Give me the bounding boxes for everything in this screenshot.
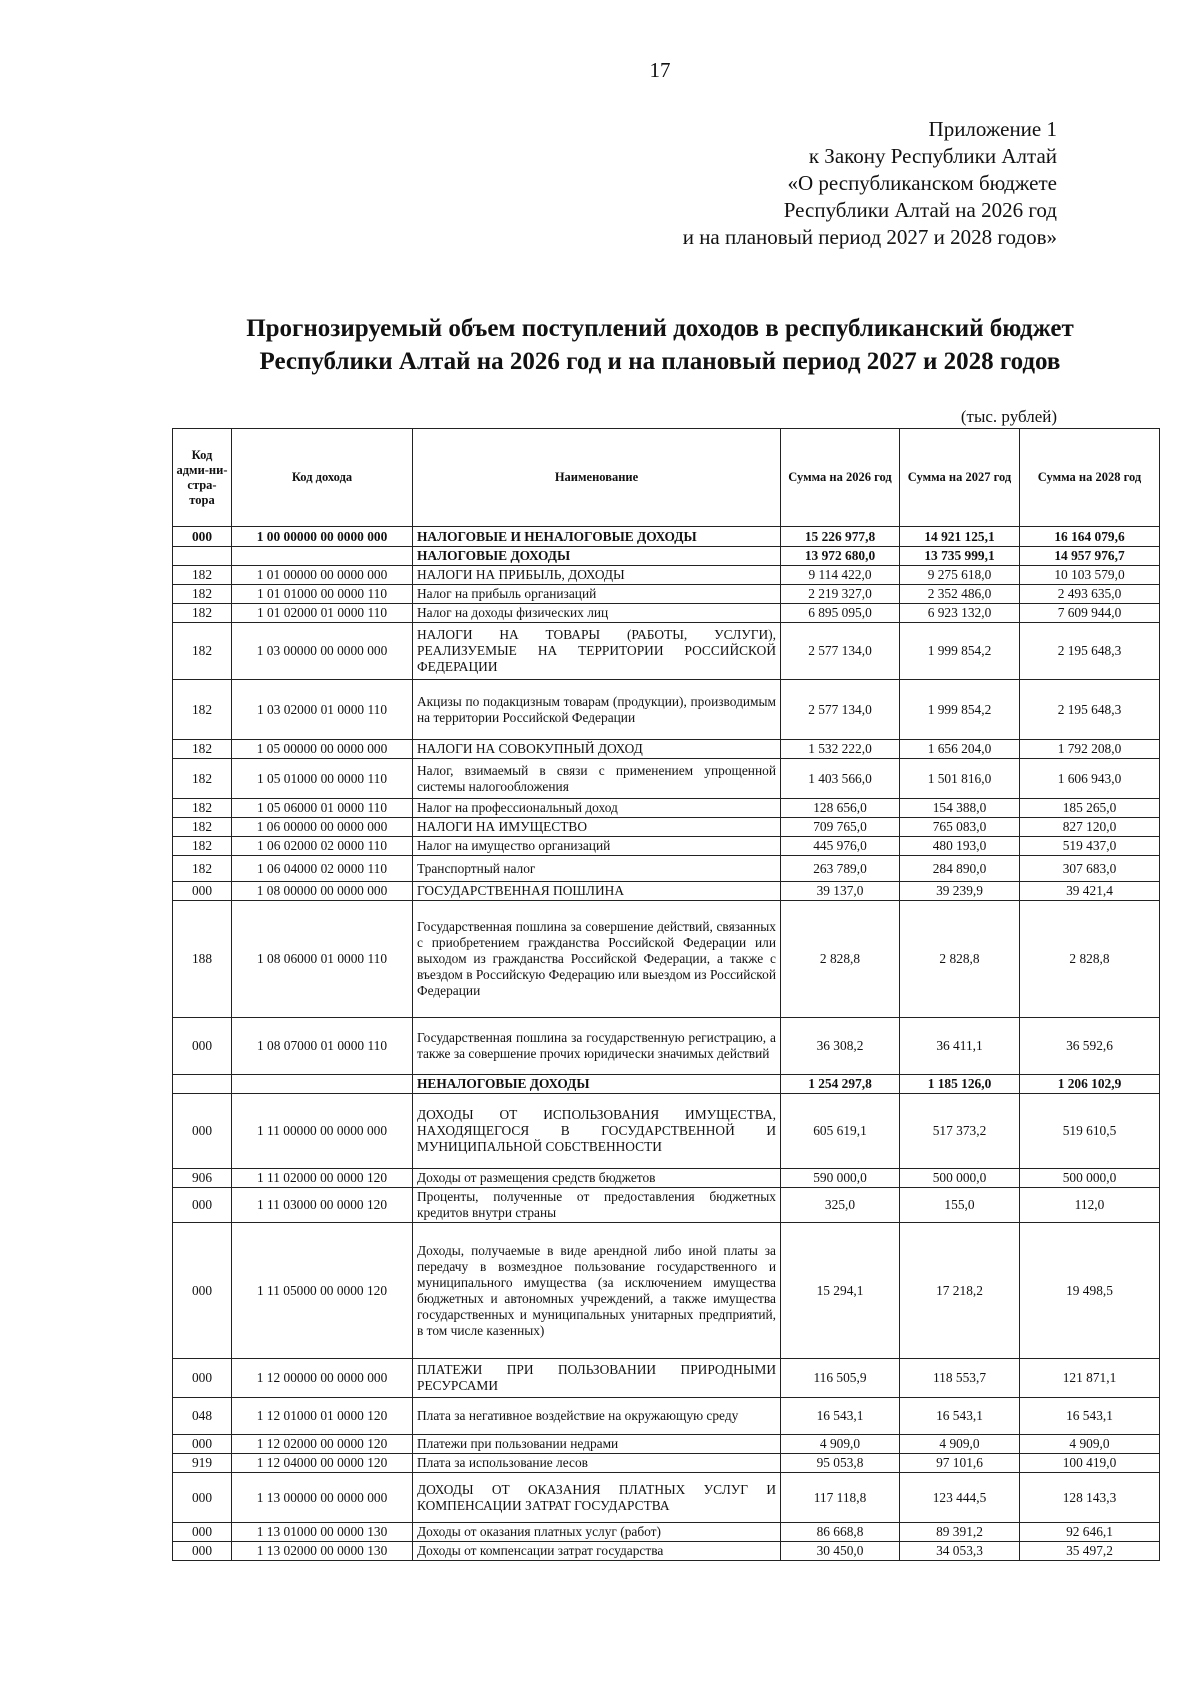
admin-code-cell: 000	[173, 1223, 232, 1359]
income-code-cell: 1 12 00000 00 0000 000	[232, 1359, 413, 1398]
sum-2028-cell: 36 592,6	[1020, 1018, 1160, 1075]
sum-2027-cell: 1 999 854,2	[900, 623, 1020, 680]
appendix-line: Республики Алтай на 2026 год	[783, 198, 1057, 222]
income-name-cell: НЕНАЛОГОВЫЕ ДОХОДЫ	[413, 1075, 781, 1094]
sum-2027-cell: 1 501 816,0	[900, 759, 1020, 799]
income-code-cell: 1 08 07000 01 0000 110	[232, 1018, 413, 1075]
income-code-cell: 1 01 01000 00 0000 110	[232, 585, 413, 604]
income-code-cell: 1 08 00000 00 0000 000	[232, 882, 413, 901]
table-body	[173, 527, 1160, 1561]
admin-code-cell: 919	[173, 1454, 232, 1473]
sum-2027-cell: 6 923 132,0	[900, 604, 1020, 623]
sum-2026-cell: 1 254 297,8	[781, 1075, 900, 1094]
sum-2026-cell: 4 909,0	[781, 1435, 900, 1454]
sum-2026-cell: 116 505,9	[781, 1359, 900, 1398]
table-row	[173, 623, 1160, 680]
sum-2028-cell: 128 143,3	[1020, 1473, 1160, 1523]
sum-2026-cell: 590 000,0	[781, 1169, 900, 1188]
sum-2027-cell: 17 218,2	[900, 1223, 1020, 1359]
table-row	[173, 566, 1160, 585]
sum-2027-cell: 123 444,5	[900, 1473, 1020, 1523]
header-name: Наименование	[413, 429, 781, 527]
sum-2028-cell: 112,0	[1020, 1188, 1160, 1223]
income-name-cell: Плата за использование лесов	[413, 1454, 781, 1473]
admin-code-cell: 000	[173, 1473, 232, 1523]
table-row	[173, 527, 1160, 547]
sum-2027-cell: 1 185 126,0	[900, 1075, 1020, 1094]
income-name-cell: НАЛОГОВЫЕ ДОХОДЫ	[413, 547, 781, 566]
table-row	[173, 799, 1160, 818]
appendix-line: и на плановый период 2027 и 2028 годов»	[682, 225, 1057, 249]
sum-2028-cell: 1 206 102,9	[1020, 1075, 1160, 1094]
income-code-cell: 1 05 00000 00 0000 000	[232, 740, 413, 759]
sum-2026-cell: 13 972 680,0	[781, 547, 900, 566]
units-label: (тыс. рублей)	[960, 407, 1057, 426]
sum-2027-cell: 500 000,0	[900, 1169, 1020, 1188]
sum-2026-cell: 2 219 327,0	[781, 585, 900, 604]
table-row	[173, 901, 1160, 1018]
income-code-cell: 1 11 00000 00 0000 000	[232, 1094, 413, 1169]
header-sum-2028: Сумма на 2028 год	[1020, 429, 1160, 527]
sum-2026-cell: 1 532 222,0	[781, 740, 900, 759]
income-name-cell: ГОСУДАРСТВЕННАЯ ПОШЛИНА	[413, 882, 781, 901]
sum-2026-cell: 30 450,0	[781, 1542, 900, 1561]
document-title	[0, 312, 1200, 378]
sum-2026-cell: 325,0	[781, 1188, 900, 1223]
sum-2028-cell: 19 498,5	[1020, 1223, 1160, 1359]
income-code-cell: 1 03 02000 01 0000 110	[232, 680, 413, 740]
sum-2028-cell: 2 493 635,0	[1020, 585, 1160, 604]
income-code-cell: 1 08 06000 01 0000 110	[232, 901, 413, 1018]
income-code-cell: 1 01 02000 01 0000 110	[232, 604, 413, 623]
table-row	[173, 1398, 1160, 1435]
appendix-line: к Закону Республики Алтай	[808, 144, 1057, 168]
admin-code-cell: 182	[173, 837, 232, 856]
sum-2027-cell: 2 828,8	[900, 901, 1020, 1018]
table-row	[173, 604, 1160, 623]
income-name-cell: Доходы, получаемые в виде арендной либо иной платы за передачу в возмездное пользование государственного и муниципального имущества (за исключением имущества бюджетных и автономных учреждений, а также имущества государственных и муниципальных унитарных предприятий, в том числе казенных)	[413, 1223, 781, 1359]
income-code-cell: 1 11 02000 00 0000 120	[232, 1169, 413, 1188]
income-name-cell: Налог на имущество организаций	[413, 837, 781, 856]
sum-2026-cell: 263 789,0	[781, 856, 900, 882]
sum-2028-cell: 100 419,0	[1020, 1454, 1160, 1473]
income-name-cell: Акцизы по подакцизным товарам (продукции), производимым на территории Российской Федерации	[413, 680, 781, 740]
table-row	[173, 1435, 1160, 1454]
income-name-cell: НАЛОГОВЫЕ И НЕНАЛОГОВЫЕ ДОХОДЫ	[413, 527, 781, 547]
income-name-cell: НАЛОГИ НА СОВОКУПНЫЙ ДОХОД	[413, 740, 781, 759]
income-name-cell: НАЛОГИ НА ИМУЩЕСТВО	[413, 818, 781, 837]
table-row	[173, 837, 1160, 856]
income-code-cell	[232, 1075, 413, 1094]
income-name-cell: Доходы от размещения средств бюджетов	[413, 1169, 781, 1188]
sum-2027-cell: 13 735 999,1	[900, 547, 1020, 566]
table-row	[173, 680, 1160, 740]
table-row	[173, 1473, 1160, 1523]
admin-code-cell: 906	[173, 1169, 232, 1188]
income-code-cell: 1 06 04000 02 0000 110	[232, 856, 413, 882]
income-name-cell: НАЛОГИ НА ПРИБЫЛЬ, ДОХОДЫ	[413, 566, 781, 585]
sum-2026-cell: 445 976,0	[781, 837, 900, 856]
admin-code-cell: 000	[173, 1435, 232, 1454]
admin-code-cell	[173, 547, 232, 566]
sum-2026-cell: 2 828,8	[781, 901, 900, 1018]
income-code-cell: 1 11 05000 00 0000 120	[232, 1223, 413, 1359]
sum-2028-cell: 4 909,0	[1020, 1435, 1160, 1454]
sum-2026-cell: 15 294,1	[781, 1223, 900, 1359]
sum-2027-cell: 14 921 125,1	[900, 527, 1020, 547]
table-row	[173, 1094, 1160, 1169]
sum-2026-cell: 1 403 566,0	[781, 759, 900, 799]
admin-code-cell: 000	[173, 1018, 232, 1075]
admin-code-cell: 188	[173, 901, 232, 1018]
income-name-cell: Налог, взимаемый в связи с применением упрощенной системы налогообложения	[413, 759, 781, 799]
income-code-cell: 1 05 01000 00 0000 110	[232, 759, 413, 799]
sum-2026-cell: 15 226 977,8	[781, 527, 900, 547]
sum-2026-cell: 2 577 134,0	[781, 623, 900, 680]
sum-2026-cell: 128 656,0	[781, 799, 900, 818]
header-sum-2026: Сумма на 2026 год	[781, 429, 900, 527]
admin-code-cell: 182	[173, 740, 232, 759]
table-row	[173, 856, 1160, 882]
sum-2028-cell: 7 609 944,0	[1020, 604, 1160, 623]
header-admin-code: Код адми-ни-стра-тора	[173, 429, 232, 527]
income-code-cell	[232, 547, 413, 566]
income-name-cell: Проценты, полученные от предоставления бюджетных кредитов внутри страны	[413, 1188, 781, 1223]
header-sum-2027: Сумма на 2027 год	[900, 429, 1020, 527]
sum-2026-cell: 9 114 422,0	[781, 566, 900, 585]
sum-2028-cell: 827 120,0	[1020, 818, 1160, 837]
income-name-cell: Плата за негативное воздействие на окружающую среду	[413, 1398, 781, 1435]
sum-2028-cell: 185 265,0	[1020, 799, 1160, 818]
income-table	[172, 428, 1160, 1561]
table-row	[173, 1454, 1160, 1473]
admin-code-cell: 182	[173, 799, 232, 818]
income-name-cell: Платежи при пользовании недрами	[413, 1435, 781, 1454]
appendix-line: Приложение 1	[928, 117, 1057, 141]
income-code-cell: 1 12 01000 01 0000 120	[232, 1398, 413, 1435]
income-name-cell: Налог на прибыль организаций	[413, 585, 781, 604]
income-name-cell: ПЛАТЕЖИ ПРИ ПОЛЬЗОВАНИИ ПРИРОДНЫМИ РЕСУРСАМИ	[413, 1359, 781, 1398]
sum-2027-cell: 9 275 618,0	[900, 566, 1020, 585]
sum-2026-cell: 709 765,0	[781, 818, 900, 837]
table-row	[173, 1359, 1160, 1398]
table-row	[173, 585, 1160, 604]
title-line: Прогнозируемый объем поступлений доходов в республиканский бюджет	[246, 315, 1074, 342]
sum-2027-cell: 765 083,0	[900, 818, 1020, 837]
sum-2026-cell: 6 895 095,0	[781, 604, 900, 623]
admin-code-cell: 000	[173, 1094, 232, 1169]
income-code-cell: 1 06 02000 02 0000 110	[232, 837, 413, 856]
income-code-cell: 1 12 04000 00 0000 120	[232, 1454, 413, 1473]
income-name-cell: Налог на доходы физических лиц	[413, 604, 781, 623]
sum-2027-cell: 36 411,1	[900, 1018, 1020, 1075]
income-code-cell: 1 00 00000 00 0000 000	[232, 527, 413, 547]
income-name-cell: Государственная пошлина за совершение действий, связанных с приобретением гражданства Российской Федерации или выходом из гражданства Российской Федерации, а также с въездом в Российскую Федерацию или выездом из Российской Федерации	[413, 901, 781, 1018]
table-row	[173, 1223, 1160, 1359]
table-row	[173, 759, 1160, 799]
income-name-cell: Транспортный налог	[413, 856, 781, 882]
table-row	[173, 740, 1160, 759]
sum-2028-cell: 14 957 976,7	[1020, 547, 1160, 566]
sum-2026-cell: 39 137,0	[781, 882, 900, 901]
income-code-cell: 1 11 03000 00 0000 120	[232, 1188, 413, 1223]
sum-2028-cell: 2 195 648,3	[1020, 623, 1160, 680]
income-code-cell: 1 01 00000 00 0000 000	[232, 566, 413, 585]
table-row	[173, 1523, 1160, 1542]
income-code-cell: 1 12 02000 00 0000 120	[232, 1435, 413, 1454]
table-row	[173, 1188, 1160, 1223]
sum-2027-cell: 284 890,0	[900, 856, 1020, 882]
table-row	[173, 1169, 1160, 1188]
sum-2028-cell: 500 000,0	[1020, 1169, 1160, 1188]
appendix-caption	[683, 116, 1057, 251]
page-number: 17	[649, 58, 671, 82]
admin-code-cell: 000	[173, 527, 232, 547]
income-code-cell: 1 13 02000 00 0000 130	[232, 1542, 413, 1561]
admin-code-cell: 182	[173, 680, 232, 740]
income-name-cell: ДОХОДЫ ОТ ОКАЗАНИЯ ПЛАТНЫХ УСЛУГ И КОМПЕНСАЦИИ ЗАТРАТ ГОСУДАРСТВА	[413, 1473, 781, 1523]
admin-code-cell: 000	[173, 1523, 232, 1542]
table-header-row	[173, 429, 1160, 527]
sum-2027-cell: 517 373,2	[900, 1094, 1020, 1169]
appendix-line: «О республиканском бюджете	[787, 171, 1057, 195]
sum-2026-cell: 86 668,8	[781, 1523, 900, 1542]
sum-2027-cell: 16 543,1	[900, 1398, 1020, 1435]
sum-2028-cell: 92 646,1	[1020, 1523, 1160, 1542]
sum-2027-cell: 1 999 854,2	[900, 680, 1020, 740]
sum-2026-cell: 95 053,8	[781, 1454, 900, 1473]
table-row	[173, 882, 1160, 901]
income-name-cell: Доходы от компенсации затрат государства	[413, 1542, 781, 1561]
sum-2027-cell: 480 193,0	[900, 837, 1020, 856]
sum-2028-cell: 16 543,1	[1020, 1398, 1160, 1435]
income-code-cell: 1 06 00000 00 0000 000	[232, 818, 413, 837]
admin-code-cell: 182	[173, 566, 232, 585]
table-row	[173, 818, 1160, 837]
income-name-cell: Налог на профессиональный доход	[413, 799, 781, 818]
admin-code-cell: 000	[173, 1359, 232, 1398]
admin-code-cell: 182	[173, 818, 232, 837]
sum-2028-cell: 1 606 943,0	[1020, 759, 1160, 799]
sum-2028-cell: 39 421,4	[1020, 882, 1160, 901]
title-line: Республики Алтай на 2026 год и на плановый период 2027 и 2028 годов	[259, 348, 1061, 375]
table-row	[173, 1018, 1160, 1075]
sum-2027-cell: 155,0	[900, 1188, 1020, 1223]
admin-code-cell: 182	[173, 604, 232, 623]
sum-2027-cell: 154 388,0	[900, 799, 1020, 818]
income-name-cell: Государственная пошлина за государственную регистрацию, а также за совершение прочих юридически значимых действий	[413, 1018, 781, 1075]
sum-2026-cell: 36 308,2	[781, 1018, 900, 1075]
admin-code-cell: 182	[173, 856, 232, 882]
sum-2027-cell: 4 909,0	[900, 1435, 1020, 1454]
admin-code-cell: 048	[173, 1398, 232, 1435]
sum-2027-cell: 34 053,3	[900, 1542, 1020, 1561]
sum-2027-cell: 1 656 204,0	[900, 740, 1020, 759]
sum-2026-cell: 605 619,1	[781, 1094, 900, 1169]
admin-code-cell: 182	[173, 759, 232, 799]
table-row	[173, 1075, 1160, 1094]
income-name-cell: НАЛОГИ НА ТОВАРЫ (РАБОТЫ, УСЛУГИ), РЕАЛИЗУЕМЫЕ НА ТЕРРИТОРИИ РОССИЙСКОЙ ФЕДЕРАЦИИ	[413, 623, 781, 680]
sum-2026-cell: 117 118,8	[781, 1473, 900, 1523]
sum-2027-cell: 118 553,7	[900, 1359, 1020, 1398]
sum-2028-cell: 307 683,0	[1020, 856, 1160, 882]
sum-2028-cell: 10 103 579,0	[1020, 566, 1160, 585]
header-income-code: Код дохода	[232, 429, 413, 527]
sum-2027-cell: 89 391,2	[900, 1523, 1020, 1542]
admin-code-cell: 000	[173, 882, 232, 901]
sum-2028-cell: 35 497,2	[1020, 1542, 1160, 1561]
sum-2028-cell: 16 164 079,6	[1020, 527, 1160, 547]
sum-2028-cell: 519 437,0	[1020, 837, 1160, 856]
sum-2027-cell: 2 352 486,0	[900, 585, 1020, 604]
income-name-cell: Доходы от оказания платных услуг (работ)	[413, 1523, 781, 1542]
sum-2027-cell: 39 239,9	[900, 882, 1020, 901]
sum-2028-cell: 1 792 208,0	[1020, 740, 1160, 759]
income-code-cell: 1 03 00000 00 0000 000	[232, 623, 413, 680]
admin-code-cell: 000	[173, 1542, 232, 1561]
sum-2026-cell: 16 543,1	[781, 1398, 900, 1435]
sum-2028-cell: 2 195 648,3	[1020, 680, 1160, 740]
table-row	[173, 547, 1160, 566]
sum-2028-cell: 121 871,1	[1020, 1359, 1160, 1398]
income-name-cell: ДОХОДЫ ОТ ИСПОЛЬЗОВАНИЯ ИМУЩЕСТВА, НАХОДЯЩЕГОСЯ В ГОСУДАРСТВЕННОЙ И МУНИЦИПАЛЬНОЙ СОБСТВЕННОСТИ	[413, 1094, 781, 1169]
sum-2026-cell: 2 577 134,0	[781, 680, 900, 740]
sum-2028-cell: 519 610,5	[1020, 1094, 1160, 1169]
income-code-cell: 1 05 06000 01 0000 110	[232, 799, 413, 818]
income-code-cell: 1 13 00000 00 0000 000	[232, 1473, 413, 1523]
admin-code-cell: 182	[173, 623, 232, 680]
sum-2027-cell: 97 101,6	[900, 1454, 1020, 1473]
admin-code-cell: 182	[173, 585, 232, 604]
sum-2028-cell: 2 828,8	[1020, 901, 1160, 1018]
income-code-cell: 1 13 01000 00 0000 130	[232, 1523, 413, 1542]
table-row	[173, 1542, 1160, 1561]
admin-code-cell	[173, 1075, 232, 1094]
admin-code-cell: 000	[173, 1188, 232, 1223]
